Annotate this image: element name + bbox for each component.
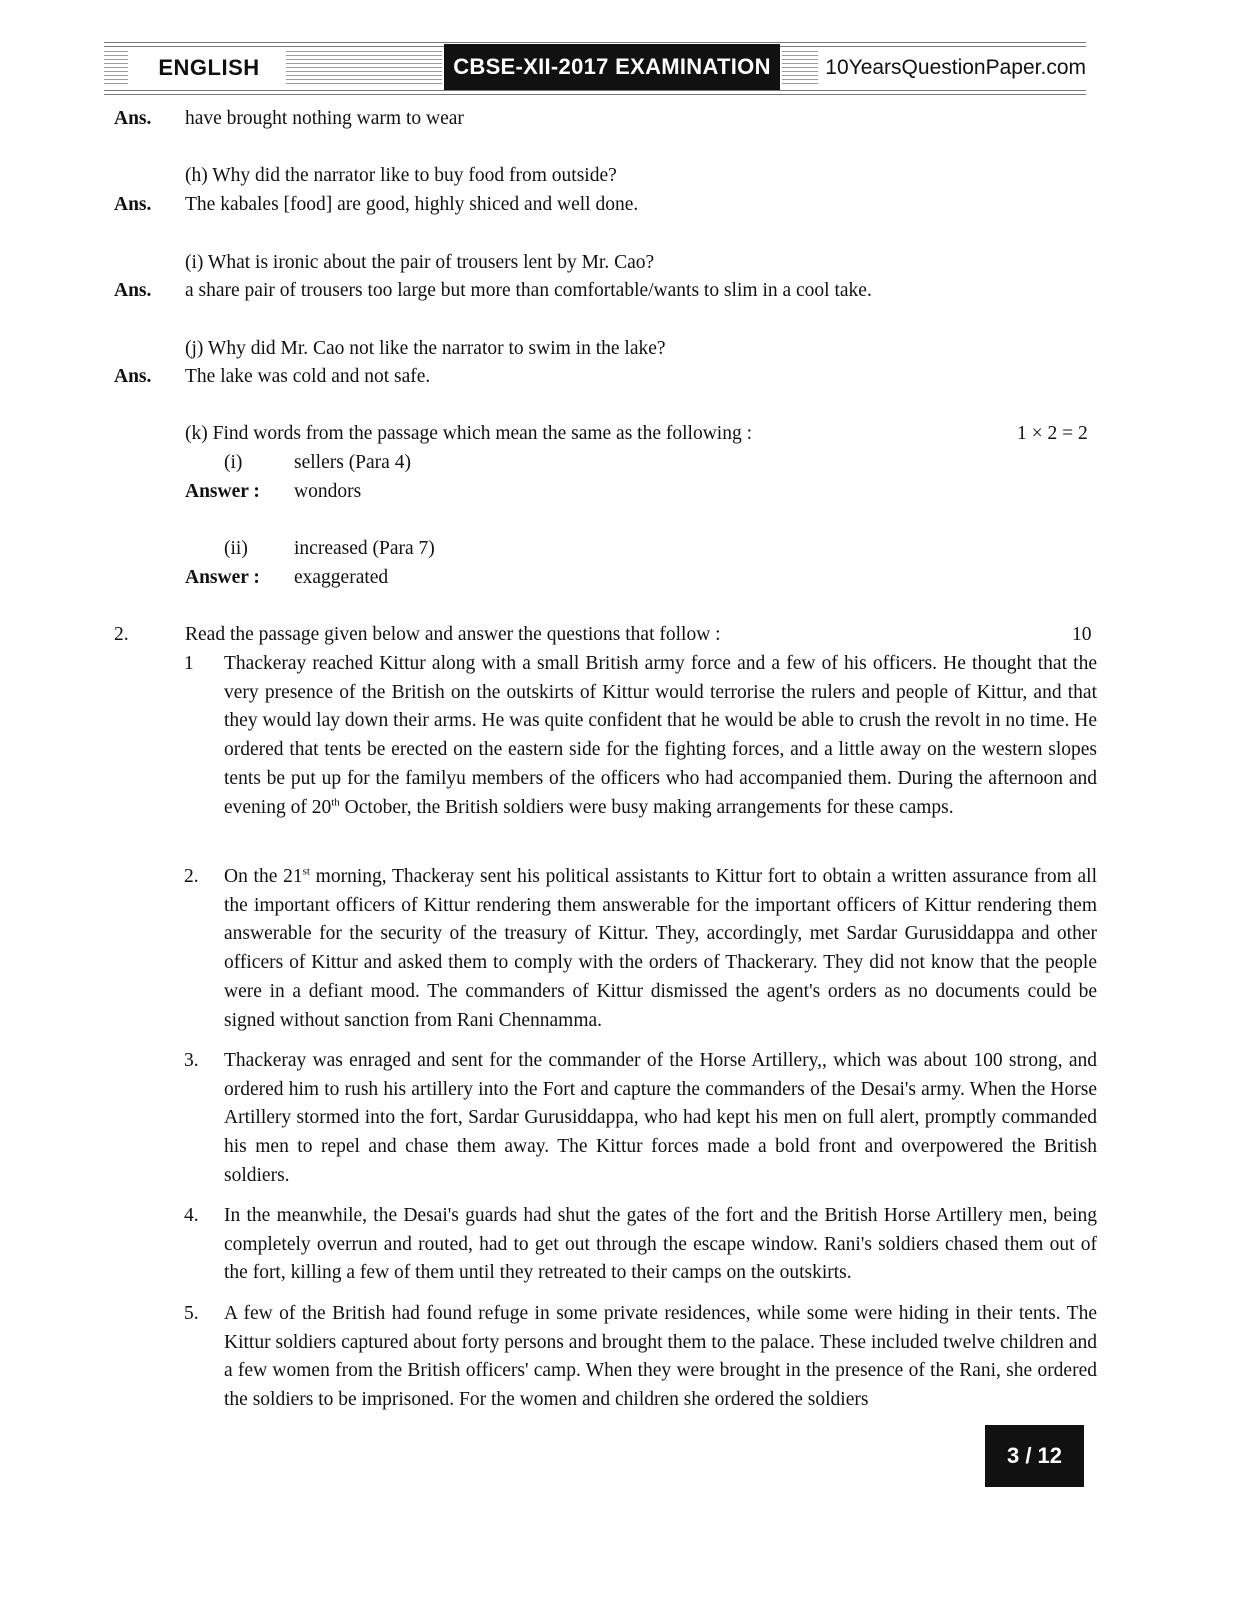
question-2-marks: 10	[1072, 624, 1092, 645]
paragraph-text: Thackeray reached Kittur along with a small British army force and a few of his officers. He thought that the very presence of the British on the outskirts of Kittur would terrorise the rulers and people of Kittur, and that they would lay down their arms. He was quite confident that he would be able to crush the revolt in no time. He ordered that tents be erected on the eastern side for the fighting forces, and a little away on the western slopes tents be put up for the familyu members of the officers who had accompanied them. During the afternoon and evening of 20	[224, 653, 1097, 818]
k-item-answer: exaggerated	[294, 567, 389, 588]
answer-g: have brought nothing warm to wear	[185, 108, 464, 129]
passage-paragraph	[224, 650, 1097, 822]
paragraph-number: 4.	[184, 1205, 199, 1226]
header-hatch-middle	[286, 51, 442, 85]
k-item-clue: increased (Para 7)	[294, 538, 435, 559]
header-hatch-right	[782, 51, 818, 85]
question-2-instruction: Read the passage given below and answer the questions that follow :	[185, 624, 721, 645]
passage-paragraph	[224, 863, 1097, 1035]
question-j: (j) Why did Mr. Cao not like the narrator to swim in the lake?	[185, 338, 666, 359]
answer-j: The lake was cold and not safe.	[185, 366, 431, 387]
ans-label: Ans.	[114, 366, 152, 387]
passage-paragraph: In the meanwhile, the Desai's guards had shut the gates of the fort and the British Horse Artillery men, being completely overrun and routed, had to get out through the escape window. Rani's soldiers chased them out of the fort, killing a few of them until they retreated to their camps on the outskirts.	[224, 1205, 1097, 1284]
header-hatch-left	[104, 51, 128, 85]
site-name: 10YearsQuestionPaper.com	[820, 52, 1086, 84]
paragraph-text: On the 21	[224, 866, 303, 887]
paragraph-text: morning, Thackeray sent his political assistants to Kittur fort to obtain a written assurance from all the important officers of Kittur rendering them answerable for the important officers of Kittur rendering them answerable for the security of the treasury of Kittur. They, accordingly, met Sardar Gurusiddappa and other officers of Kittur and asked them to comply with the orders of Thackerary. They did not know that the people were in a defiant mood. The commanders of Kittur dismissed the agent's orders as no documents could be signed without sanction from Rani Chennamma.	[224, 866, 1098, 1031]
passage-paragraph: Thackeray was enraged and sent for the commander of the Horse Artillery,, which was about 100 strong, and ordered him to rush his artillery into the Fort and capture the commanders of the Desai's army. When the Horse Artillery stormed into the fort, Sardar Gurusiddappa, who had kept his men on full alert, promptly commanded his men to repel and chase them away. The Kittur forces made a bold front and overpowered the British soldiers.	[224, 1050, 1097, 1186]
question-2-number: 2.	[114, 624, 129, 645]
paragraph-text: October, the British soldiers were busy making arrangements for these camps.	[339, 796, 954, 818]
answer-label: Answer :	[185, 567, 260, 588]
page-number-badge: 3 / 12	[985, 1425, 1084, 1487]
k-item-clue: sellers (Para 4)	[294, 452, 411, 473]
paragraph-number: 5.	[184, 1303, 199, 1324]
ans-label: Ans.	[114, 194, 152, 215]
ans-label: Ans.	[114, 280, 152, 301]
answer-h: The kabales [food] are good, highly shiced and well done.	[185, 194, 639, 215]
ans-label: Ans.	[114, 108, 152, 129]
header-bottom-rule	[104, 90, 1086, 91]
passage-paragraph: A few of the British had found refuge in some private residences, while some were hiding in their tents. The Kittur soldiers captured about forty persons and brought them to the palace. These included twelve children and a few women from the British officers' camp. When they were brought in the presence of the Rani, she ordered the soldiers to be imprisoned. For the women and children she ordered the soldiers	[224, 1303, 1097, 1411]
question-h: (h) Why did the narrator like to buy food from outside?	[185, 165, 617, 186]
question-k: (k) Find words from the passage which mean the same as the following :	[185, 423, 752, 444]
answer-label: Answer :	[185, 481, 260, 502]
k-item-number: (i)	[224, 452, 243, 473]
k-item-number: (ii)	[224, 538, 248, 559]
question-i: (i) What is ironic about the pair of trousers lent by Mr. Cao?	[185, 252, 655, 273]
ordinal-suffix: st	[302, 865, 310, 878]
header-top-rule	[104, 42, 1086, 43]
marks-k: 1 × 2 = 2	[1017, 423, 1088, 444]
answer-i: a share pair of trousers too large but more than comfortable/wants to slim in a cool take.	[185, 280, 872, 301]
page-header	[104, 42, 1086, 94]
ordinal-suffix: th	[331, 796, 340, 809]
paragraph-number: 2.	[184, 866, 199, 887]
subject-label: ENGLISH	[134, 52, 284, 84]
k-item-answer: wondors	[294, 481, 362, 502]
header-bottom-rule-2	[104, 94, 1086, 95]
paragraph-number: 3.	[184, 1050, 199, 1071]
exam-title: CBSE-XII-2017 EXAMINATION	[444, 44, 780, 90]
paragraph-number: 1	[184, 653, 194, 674]
